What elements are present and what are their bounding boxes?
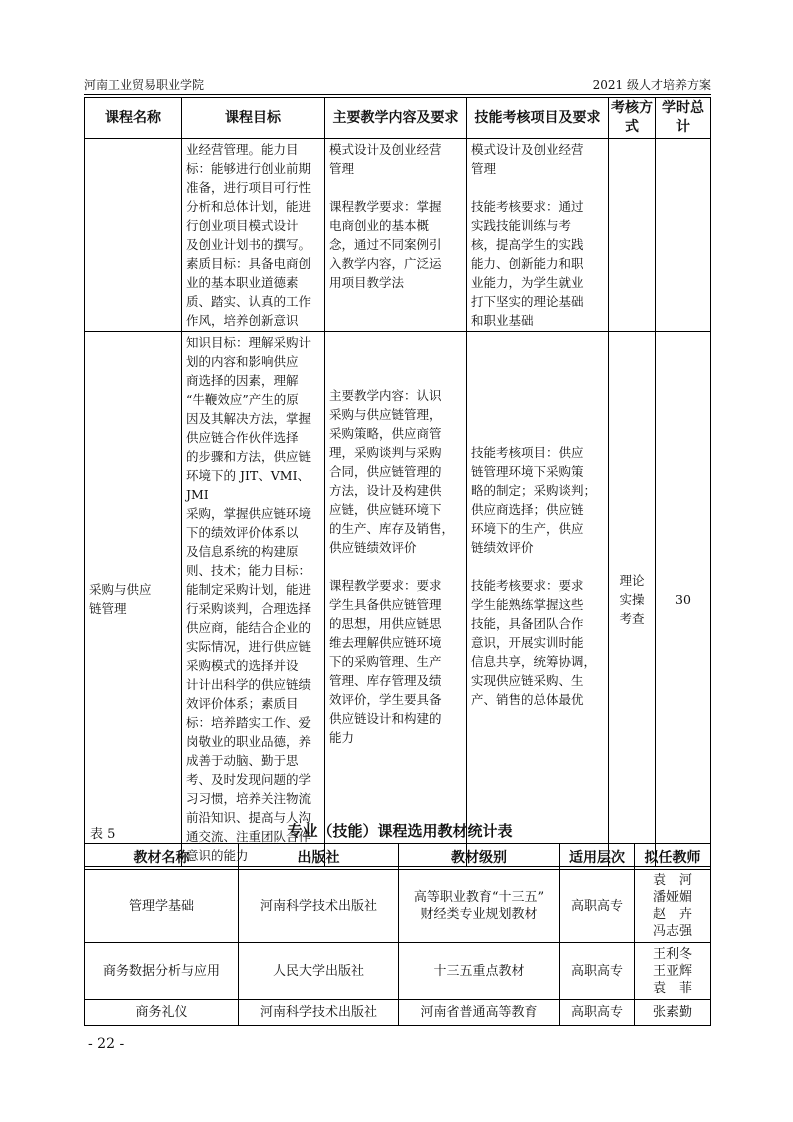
applicable-tier: 高职高专 (560, 870, 635, 943)
table-number: 表 5 (90, 827, 116, 842)
plan-name: 2021 级人才培养方案 (592, 78, 711, 92)
textbook-table (84, 843, 711, 1026)
course-name-cell (85, 139, 182, 332)
table-row (85, 139, 711, 332)
textbook-level: 十三五重点教材 (399, 943, 560, 1000)
col-header-textbook: 教材名称 (85, 844, 239, 870)
skill-assessment-cell: 技能考核项目：供应 链管理环境下采购策 略的制定；采购谈判； 供应商选择；供应链 环境下的生产，供应 链绩效评价 技能考核要求：要求 学生能熟练掌握这些 技能，具备团队合作 意识，开展实训时能 信息共享，统筹协调， 实现供应链采购、生 产、销售的总体最优 (467, 332, 609, 867)
col-header-content: 主要教学内容及要求 (325, 98, 467, 139)
textbook-name: 管理学基础 (85, 870, 239, 943)
textbook-level: 高等职业教育“十三五” 财经类专业规划教材 (399, 870, 560, 943)
teachers: 袁 河 潘娅媚 赵 卉 冯志强 (635, 870, 711, 943)
teaching-content-cell: 主要教学内容：认识 采购与供应链管理， 采购策略，供应商管 理，采购谈判与采购 合同，供应链管理的 方法，设计及构建供 应链，供应链环境下 的生产、库存及销售， 供应链绩效评价 课程教学要求：要求 学生具备供应链管理 的思想，用供应链思 维去理解供应链环境 下的采购管理、生产 管理、库存管理及绩 效评价，学生要具备 供应链设计和构建的 能力 (325, 332, 467, 867)
table-caption (90, 820, 710, 842)
teachers: 王利冬 王亚辉 袁 菲 (635, 943, 711, 1000)
col-header-publisher: 出版社 (239, 844, 399, 870)
applicable-tier: 高职高专 (560, 943, 635, 1000)
table-row (85, 943, 711, 1000)
publisher: 人民大学出版社 (239, 943, 399, 1000)
skill-assessment-cell: 模式设计及创业经营 管理 技能考核要求：通过 实践技能训练与考 核，提高学生的实践 能力、创新能力和职 业能力，为学生就业 打下坚实的理论基础 和职业基础 (467, 139, 609, 332)
total-hours-cell: 30 (656, 332, 711, 867)
col-header-skill: 技能考核项目及要求 (467, 98, 609, 139)
textbook-name: 商务礼仪 (85, 1000, 239, 1026)
publisher: 河南科学技术出版社 (239, 870, 399, 943)
course-goal-cell: 知识目标：理解采购计 划的内容和影响供应 商选择的因素，理解 “牛鞭效应”产生的原 因及其解决方法，掌握 供应链合作伙伴选择 的步骤和方法，供应链 环境下的 JIT、VMI、JMI 采购，掌握供应链环境 下的绩效评价体系以 及信息系统的构建原 则、技术；能力目标： 能制定采购计划，能进 行采购谈判，合理选择 供应商，能结合企业的 实际情况，进行供应链 采购模式的选择并设 计计出科学的供应链绩 效评价体系；素质目 标：培养踏实工作、爱 岗敬业的职业品德，养 成善于动脑、勤于思 考、及时发现问题的学 习习惯，培养关注物流 前沿知识、提高与人沟 通交流、注重团队合作 意识的能力 (182, 332, 325, 867)
textbook-table-header (85, 844, 711, 870)
col-header-level: 教材级别 (399, 844, 560, 870)
publisher: 河南科学技术出版社 (239, 1000, 399, 1026)
table-row (85, 870, 711, 943)
course-table (84, 97, 711, 867)
assessment-method-cell (609, 139, 656, 332)
table-row (85, 332, 711, 867)
table-title: 专业（技能）课程选用教材统计表 (287, 822, 513, 840)
school-name: 河南工业贸易职业学院 (84, 78, 205, 92)
assessment-method-cell: 理论 实操 考查 (609, 332, 656, 867)
page-number: - 22 - (88, 1036, 125, 1052)
course-goal-cell: 业经营管理。能力目 标：能够进行创业前期 准备，进行项目可行性 分析和总体计划，能进 行创业项目模式设计 及创业计划书的撰写。 素质目标：具备电商创 业的基本职业道德素 质、踏实、认真的工作 作风，培养创新意识 (182, 139, 325, 332)
applicable-tier: 高职高专 (560, 1000, 635, 1026)
textbook-level: 河南省普通高等教育 (399, 1000, 560, 1026)
running-header (84, 76, 711, 94)
col-header-tier: 适用层次 (560, 844, 635, 870)
course-name-cell: 采购与供应 链管理 (85, 332, 182, 867)
textbook-name: 商务数据分析与应用 (85, 943, 239, 1000)
table-row (85, 1000, 711, 1026)
header-rule (84, 94, 711, 95)
col-header-teacher: 拟任教师 (635, 844, 711, 870)
teaching-content-cell: 模式设计及创业经营 管理 课程教学要求：掌握 电商创业的基本概 念，通过不同案例引 入教学内容，广泛运 用项目教学法 (325, 139, 467, 332)
total-hours-cell (656, 139, 711, 332)
teachers: 张素勤 (635, 1000, 711, 1026)
course-table-header (85, 98, 711, 139)
col-header-hours: 学时总计 (656, 98, 711, 139)
col-header-goal: 课程目标 (182, 98, 325, 139)
col-header-course-name: 课程名称 (85, 98, 182, 139)
col-header-method: 考核方式 (609, 98, 656, 139)
